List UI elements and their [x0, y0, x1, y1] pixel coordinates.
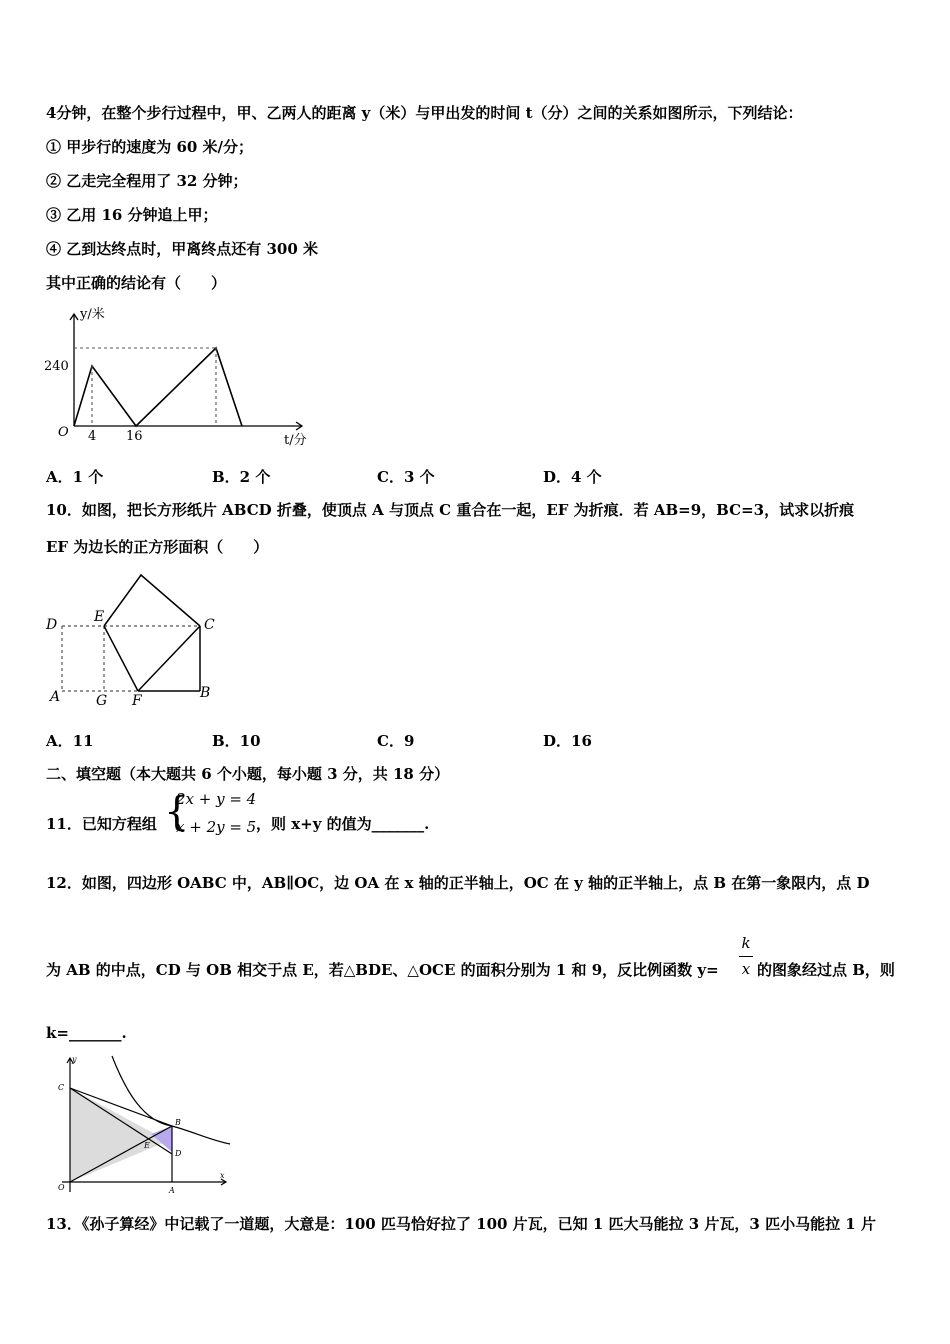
x-tick-4: 4 — [88, 429, 97, 444]
q9-question: 其中正确的结论有（ ） — [46, 274, 227, 292]
q12-frac-numerator: k — [741, 934, 751, 952]
x-label: t/分 — [284, 433, 307, 448]
q12-frac-denominator: x — [741, 960, 751, 978]
q9-option-b[interactable]: B．2 个 — [212, 468, 271, 486]
q10-line2: EF 为边长的正方形面积（ ） — [46, 538, 269, 556]
label-D: D — [175, 1149, 182, 1158]
x-tick-16: 16 — [126, 429, 143, 444]
q10-option-c[interactable]: C．9 — [377, 732, 415, 750]
q9-intro: 4分钟，在整个步行过程中，甲、乙两人的距离 y（米）与甲出发的时间 t（分）之间的关系如图所示，下列结论： — [46, 104, 803, 122]
y-label: y/米 — [80, 307, 105, 322]
q10-line1: 10．如图，把长方形纸片 ABCD 折叠，使顶点 A 与顶点 C 重合在一起，EF 为折痕．若 AB=9，BC=3，试求以折痕 — [46, 501, 855, 519]
q11-eq2: x + 2y = 5 — [176, 818, 257, 836]
q10-fold-figure — [40, 565, 230, 715]
q9-statement-1: ① 甲步行的速度为 60 米/分； — [46, 138, 254, 156]
q9-statement-2: ② 乙走完全程用了 32 分钟； — [46, 172, 248, 190]
label-B: B — [175, 1118, 181, 1127]
q9-distance-time-graph — [40, 300, 330, 450]
edge-CF — [138, 626, 200, 691]
label-A: A — [50, 689, 61, 705]
label-D: D — [46, 617, 58, 633]
label-G: G — [96, 693, 108, 709]
label-O: O — [58, 1183, 65, 1192]
square-top — [104, 575, 200, 626]
fold-EF — [104, 626, 138, 691]
q12-line3: k=_______. — [46, 1024, 127, 1042]
q9-statement-3: ③ 乙用 16 分钟追上甲； — [46, 206, 218, 224]
label-C: C — [58, 1083, 65, 1092]
q12-line2-after: 的图象经过点 B，则 — [757, 961, 895, 979]
label-C: C — [204, 617, 215, 633]
q10-option-d[interactable]: D．16 — [543, 732, 592, 750]
label-x: x — [220, 1171, 225, 1180]
q9-option-a[interactable]: A．1 个 — [46, 468, 104, 486]
q11-suffix: ，则 x+y 的值为_______. — [256, 815, 430, 833]
label-A: A — [169, 1186, 175, 1195]
q11-brace: { — [164, 789, 190, 835]
q11-prefix: 11．已知方程组 — [46, 815, 157, 833]
origin-label: O — [58, 425, 69, 440]
label-E: E — [144, 1141, 150, 1150]
q9-option-d[interactable]: D．4 个 — [543, 468, 602, 486]
q10-option-b[interactable]: B．10 — [212, 732, 261, 750]
q12-frac-bar — [739, 956, 753, 957]
q9-option-c[interactable]: C．3 个 — [377, 468, 435, 486]
q13-line1: 13．《孙子算经》中记载了一道题，大意是：100 匹马恰好拉了 100 片瓦，已知 1 匹大马能拉 3 片瓦，3 匹小马能拉 1 片 — [46, 1215, 876, 1233]
q11-eq1: 2x + y = 4 — [176, 790, 257, 808]
q10-option-a[interactable]: A．11 — [46, 732, 94, 750]
q12-line2-before: 为 AB 的中点，CD 与 OB 相交于点 E，若△BDE、△OCE 的面积分别为 1 和 9，反比例函数 y= — [46, 961, 719, 979]
q12-line1: 12．如图，四边形 OABC 中，AB∥OC，边 OA 在 x 轴的正半轴上，OC 在 y 轴的正半轴上，点 B 在第一象限内，点 D — [46, 874, 870, 892]
label-B: B — [200, 685, 211, 701]
q12-figure — [48, 1052, 238, 1198]
section-heading: 二、填空题（本大题共 6 个小题，每小题 3 分，共 18 分） — [46, 765, 450, 783]
label-y: y — [72, 1055, 77, 1064]
graph-line — [74, 348, 242, 426]
label-E: E — [94, 609, 105, 625]
label-F: F — [132, 693, 142, 709]
q9-statement-4: ④ 乙到达终点时，甲离终点还有 300 米 — [46, 240, 318, 258]
y-tick-240: 240 — [44, 359, 69, 374]
